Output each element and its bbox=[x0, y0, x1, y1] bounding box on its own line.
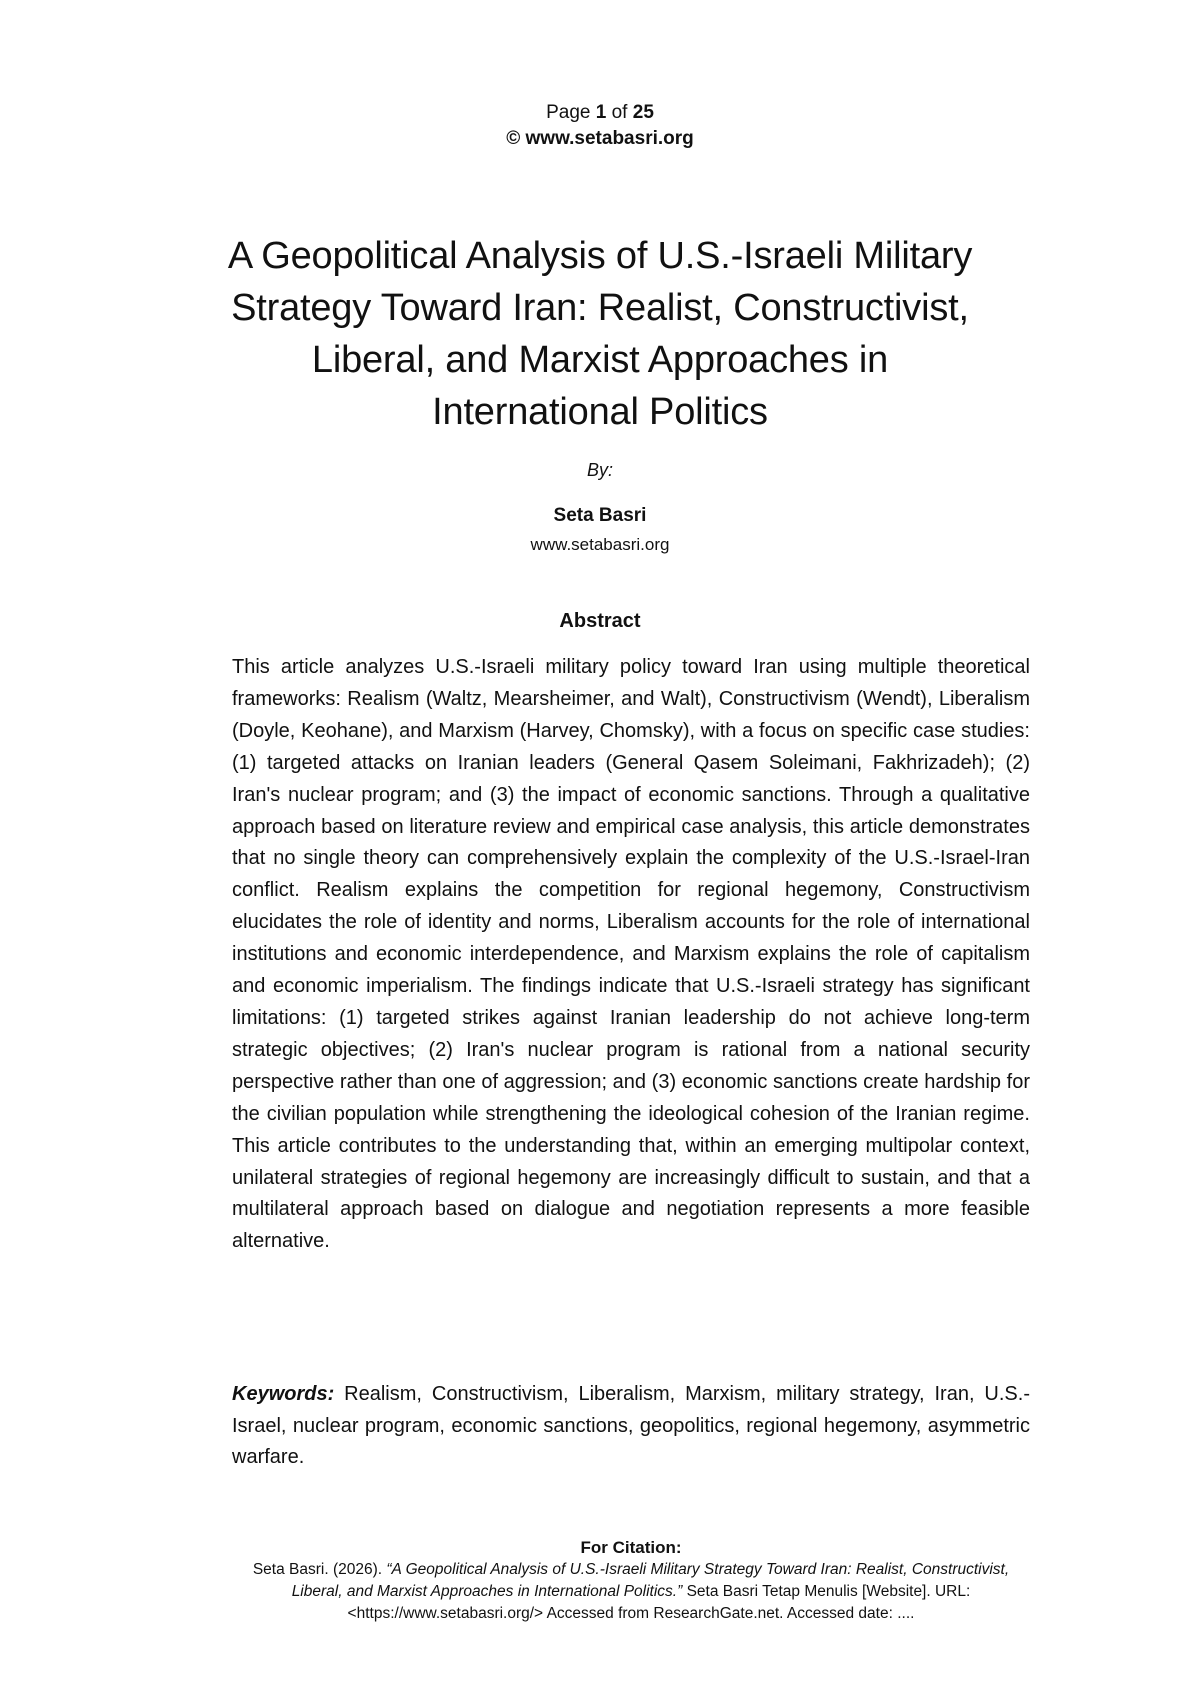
citation-heading: For Citation: bbox=[580, 1538, 682, 1557]
copyright-site[interactable]: © www.setabasri.org bbox=[506, 128, 694, 149]
citation-prefix: Seta Basri. (2026). bbox=[252, 1561, 387, 1578]
keywords bbox=[232, 1379, 1030, 1474]
page-label: Page bbox=[546, 102, 591, 123]
keywords-list: Realism, Constructivism, Liberalism, Marxism, military strategy, Iran, U.S.-Israel, nuclear program, economic sanctions, geopolitics, regional hegemony, asymmetric warfare. bbox=[232, 1383, 1030, 1468]
page-of: of bbox=[611, 102, 628, 123]
page-number bbox=[0, 100, 1200, 126]
citation-suffix: Seta Basri Tetap Menulis [Website]. URL: <https://www.setabasri.org/> Accessed from ResearchGate.net. Accessed date: .... bbox=[347, 1583, 971, 1622]
abstract-text: This article analyzes U.S.-Israeli military policy toward Iran using multiple theoretical frameworks: Realism (Waltz, Mearsheimer, and Walt), Constructivism (Wendt), Liberalism (Doyle, Keohane), and Marxism (Harvey, Chomsky), with a focus on specific case studies: (1) targeted attacks on Iranian leaders (General Qasem Soleimani, Fakhrizadeh); (2) Iran's nuclear program; and (3) the impact of economic sanctions. Through a qualitative approach based on literature review and empirical case analysis, this article demonstrates that no single theory can comprehensively explain the complexity of the U.S.-Israel-Iran conflict. Realism explains the competition for regional hegemony, Constructivism elucidates the role of identity and norms, Liberalism accounts for the role of international institutions and economic interdependence, and Marxism explains the role of capitalism and economic imperialism. The findings indicate that U.S.-Israeli strategy has significant limitations: (1) targeted strikes against Iranian leadership do not achieve long-term strategic objectives; (2) Iran's nuclear program is rational from a national security perspective rather than one of aggression; and (3) economic sanctions create hardship for the civilian population while strengthening the ideological cohesion of the Iranian regime. This article contributes to the understanding that, within an emerging multipolar context, unilateral strategies of regional hegemony are increasingly difficult to sustain, and that a multilateral approach based on dialogue and negotiation represents a more feasible alternative. bbox=[232, 656, 1030, 1253]
abstract-heading: Abstract bbox=[559, 610, 641, 632]
citation-block bbox=[232, 1537, 1030, 1625]
author-site-link[interactable]: www.setabasri.org bbox=[530, 535, 670, 554]
citation-text bbox=[232, 1559, 1030, 1625]
author-name: Seta Basri bbox=[553, 505, 647, 526]
citation-title: “A Geopolitical Analysis of U.S.-Israeli Military Strategy Toward Iran: Realist, Constructivist, Liberal, and Marxist Approaches in International Politics.” bbox=[291, 1561, 1010, 1600]
page-total: 25 bbox=[632, 102, 654, 123]
page-header bbox=[0, 100, 1200, 152]
keywords-label: Keywords: bbox=[232, 1383, 335, 1405]
document-title: A Geopolitical Analysis of U.S.-Israeli Military Strategy Toward Iran: Realist, Constructivist, Liberal, and Marxist Approaches in International Politics bbox=[227, 235, 973, 433]
by-label: By: bbox=[586, 460, 613, 480]
page-current: 1 bbox=[595, 102, 607, 123]
